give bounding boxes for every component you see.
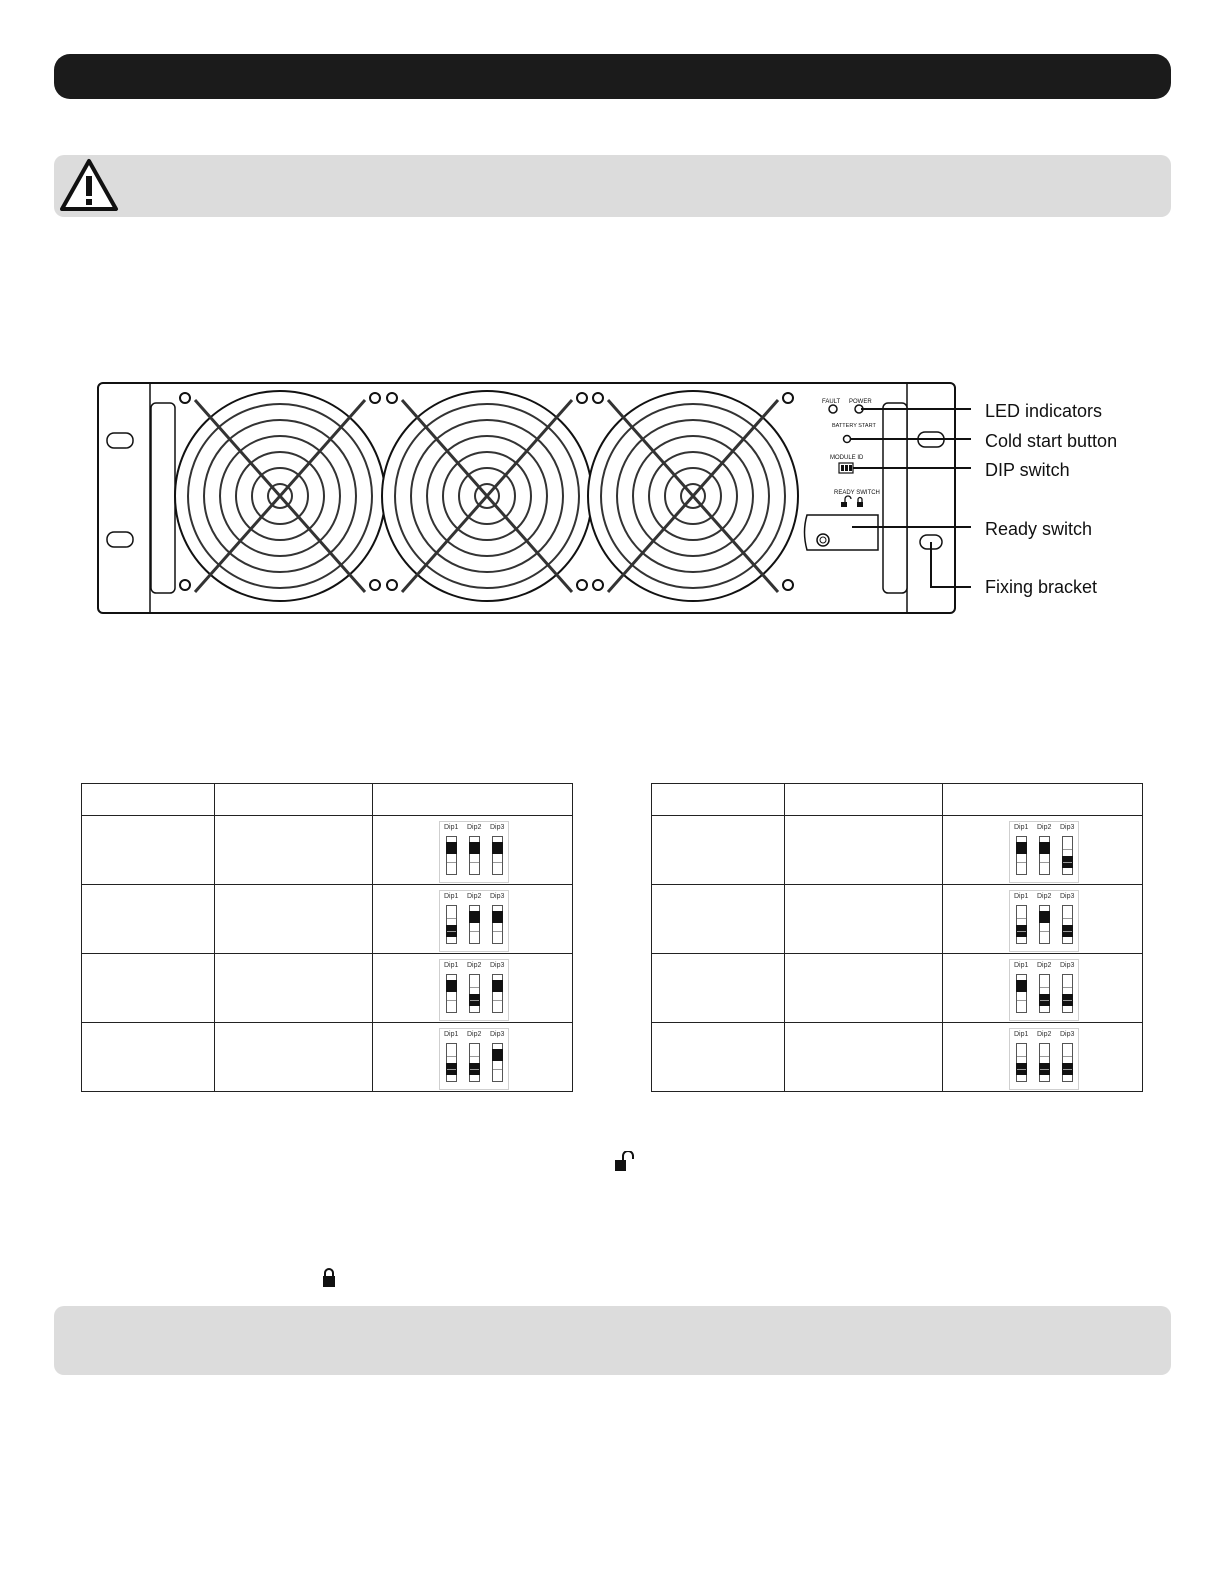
dip-switch-3 [492,974,503,1013]
dip-switch-1 [446,905,457,944]
dip-switch-2 [469,836,480,875]
dip-label: Dip3 [1060,962,1075,969]
dip-switch-knob [1016,1063,1027,1075]
dip-diagram-cell [943,954,1143,1023]
dip-label: Dip1 [444,962,459,969]
dip-switch-3 [492,1043,503,1082]
dip-label: Dip1 [1014,962,1029,969]
fan-3 [588,391,798,601]
dip-diagram-cell [943,816,1143,885]
table-row [652,1023,1143,1092]
dip-switch-knob [446,842,457,854]
dip-label: Dip2 [1037,962,1052,969]
table-cell [82,885,215,954]
lock-icon [321,1268,337,1288]
unlock-icon [614,1151,636,1173]
warning-box [54,155,1171,217]
dip-switch-diagram [439,959,509,1021]
table-row [82,954,573,1023]
left-handle [151,403,175,593]
table-header-cell [215,784,373,816]
dip-label: Dip3 [490,962,505,969]
dip-switch-diagram [439,890,509,952]
dip-label: Dip1 [1014,1031,1029,1038]
table-row [82,885,573,954]
dip-switch-2 [1039,836,1050,875]
callout-cold-start-button: Cold start button [985,431,1118,451]
dip-switch-1 [1016,836,1027,875]
dip-switch-2 [1039,1043,1050,1082]
dip-switch-2 [469,905,480,944]
dip-label: Dip3 [1060,1031,1075,1038]
table-row [652,885,1143,954]
dip-switch-knob [492,842,503,854]
fan-2 [382,391,592,601]
table-cell [785,885,943,954]
table-cell [82,954,215,1023]
dip-label: Dip3 [490,893,505,900]
right-handle [883,403,907,593]
dip-label: Dip2 [467,1031,482,1038]
dip-switch-2 [1039,905,1050,944]
dip-switch-3 [492,905,503,944]
dip-switch-3 [1062,974,1073,1013]
dip-switch-knob [1062,925,1073,937]
dip-label: Dip2 [467,893,482,900]
dip-label: Dip2 [467,962,482,969]
table-header-cell [373,784,573,816]
dip-label: Dip1 [444,1031,459,1038]
dip-switch-diagram [1009,890,1079,952]
dip-label: Dip3 [1060,824,1075,831]
table-header-cell [652,784,785,816]
table-header-cell [943,784,1143,816]
callout-led-indicators: LED indicators [985,401,1103,421]
dip-diagram-cell [373,816,573,885]
dip-switch-knob [1016,925,1027,937]
dip-switch-3 [1062,836,1073,875]
table-row [652,954,1143,1023]
table-row [652,816,1143,885]
dip-label: Dip2 [1037,824,1052,831]
dip-switch-1 [446,1043,457,1082]
dip-switch-table-right [651,783,1143,1092]
dip-switch-3 [492,836,503,875]
dip-diagram-cell [943,885,1143,954]
dip-label: Dip3 [490,1031,505,1038]
dip-switch-table-left [81,783,573,1092]
dip-switch-3 [1062,1043,1073,1082]
dip-switch-knob [446,925,457,937]
dip-switch-2 [469,974,480,1013]
callout-ready-switch: Ready switch [985,519,1093,539]
dip-label: Dip3 [490,824,505,831]
table-cell [652,1023,785,1092]
dip-switch-knob [492,980,503,992]
section-title-bar [54,54,1171,99]
dip-switch-diagram [439,821,509,883]
dip-switch-knob [492,1049,503,1061]
dip-switch-diagram [439,1028,509,1090]
table-row [82,816,573,885]
table-row [82,1023,573,1092]
table-cell [785,1023,943,1092]
dip-label: Dip2 [1037,1031,1052,1038]
dip-label: Dip1 [1014,893,1029,900]
note-box [54,1306,1171,1375]
table-cell [215,1023,373,1092]
dip-switch-knob [446,1063,457,1075]
dip-switch-diagram [1009,959,1079,1021]
dip-switch-1 [446,974,457,1013]
dip-diagram-cell [943,1023,1143,1092]
warning-triangle-icon [58,157,120,213]
dip-switch-knob [446,980,457,992]
dip-switch-knob [1016,980,1027,992]
dip-switch-knob [1062,1063,1073,1075]
table-cell [82,816,215,885]
dip-switch-knob [1062,856,1073,868]
ready-switch [805,515,879,550]
dip-switch-1 [1016,1043,1027,1082]
table-header-cell [785,784,943,816]
dip-switch-knob [469,994,480,1006]
dip-switch-knob [469,911,480,923]
table-cell [652,885,785,954]
dip-switch-knob [1016,842,1027,854]
dip-switch-knob [492,911,503,923]
battery-start-label: BATTERY START [832,423,876,429]
dip-switch-3 [1062,905,1073,944]
dip-switch-1 [1016,905,1027,944]
dip-label: Dip3 [1060,893,1075,900]
table-cell [652,816,785,885]
dip-diagram-cell [373,954,573,1023]
power-label: POWER [849,399,872,405]
dip-label: Dip1 [444,893,459,900]
dip-label: Dip1 [1014,824,1029,831]
fault-led [829,405,837,413]
ready-switch-label: READY SWITCH [834,490,880,496]
table-cell [215,816,373,885]
dip-switch-diagram [1009,1028,1079,1090]
dip-switch-knob [1039,994,1050,1006]
dip-switch-1 [446,836,457,875]
dip-switch-knob [469,1063,480,1075]
table-header-cell [82,784,215,816]
dip-switch-knob [1062,994,1073,1006]
cold-start-button [844,436,851,443]
dip-switch-knob [1039,1063,1050,1075]
table-cell [82,1023,215,1092]
dip-switch-2 [469,1043,480,1082]
dip-switch-2 [1039,974,1050,1013]
table-cell [785,816,943,885]
table-cell [215,885,373,954]
dip-switch-knob [1039,911,1050,923]
fault-label: FAULT [822,399,841,405]
module-id-label: MODULE ID [830,455,864,461]
dip-diagram-cell [373,885,573,954]
dip-switch-knob [469,842,480,854]
callout-fixing-bracket: Fixing bracket [985,577,1098,597]
dip-diagram-cell [373,1023,573,1092]
dip-label: Dip2 [467,824,482,831]
dip-label: Dip1 [444,824,459,831]
table-cell [652,954,785,1023]
callout-dip-switch: DIP switch [985,460,1070,480]
dip-switch-1 [1016,974,1027,1013]
table-cell [215,954,373,1023]
dip-switch-knob [1039,842,1050,854]
fan-1 [175,391,385,601]
table-cell [785,954,943,1023]
dip-label: Dip2 [1037,893,1052,900]
dip-switch-diagram [1009,821,1079,883]
